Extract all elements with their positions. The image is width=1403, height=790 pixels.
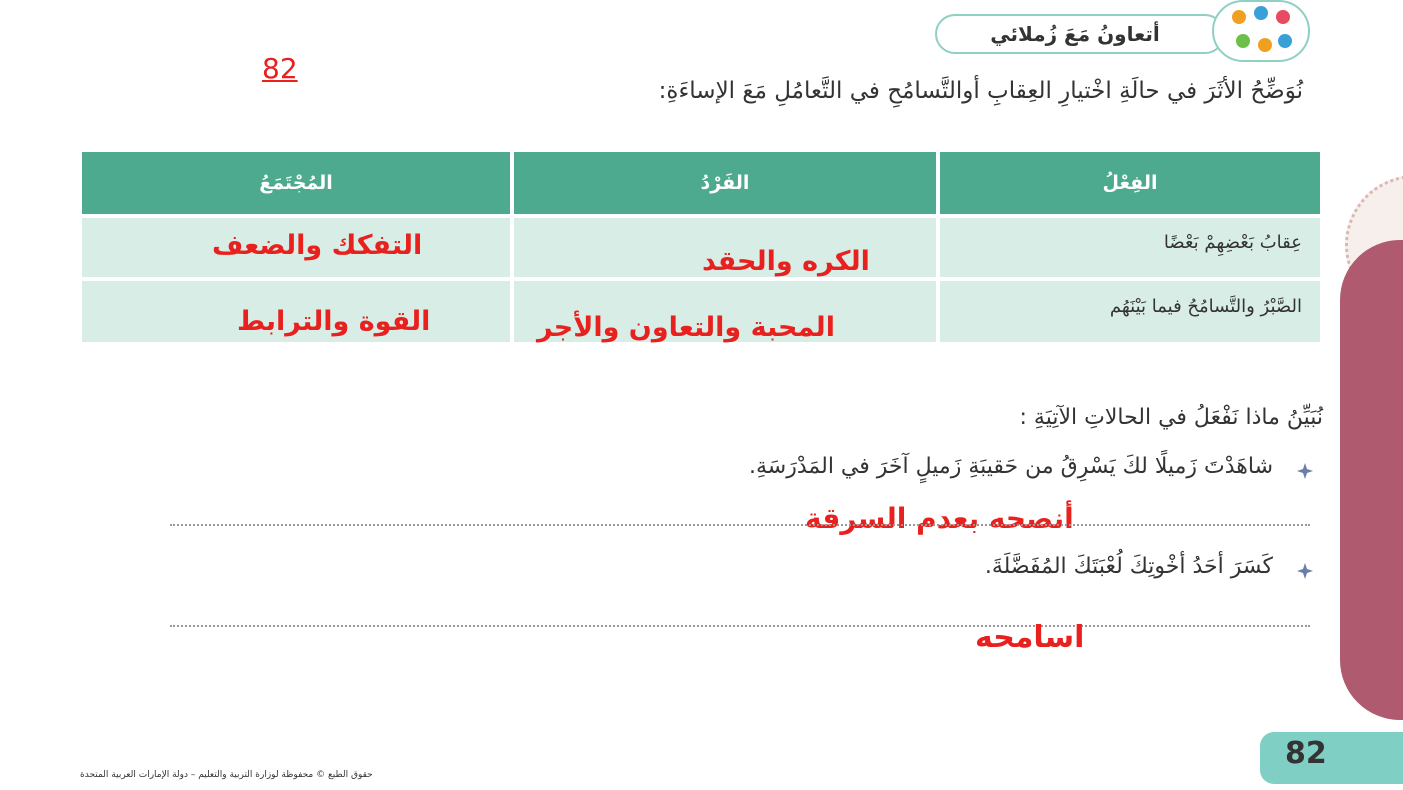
row2-individual-answer: المحبة والتعاون والأجر — [537, 312, 835, 343]
copyright-text: حقوق الطبع © محفوظة لوزارة التربية والتعليم – دولة الإمارات العربية المتحدة — [80, 770, 373, 780]
lesson-title: أتعاونُ مَعَ زُملائي — [990, 22, 1160, 46]
answer-2: اسامحه — [975, 620, 1085, 655]
header-society: المُجْتَمَعُ — [259, 172, 333, 194]
page-number-link[interactable]: 82 — [262, 52, 298, 85]
effects-table — [82, 152, 1320, 342]
header-individual: الفَرْدُ — [700, 172, 750, 194]
row1-action: عِقابُ بَعْضِهِمْ بَعْضًا — [1163, 232, 1302, 253]
answer-line — [170, 524, 1310, 526]
questions-heading: نُبَيِّنُ ماذا نَفْعَلُ في الحالاتِ الآتِيَةِ : — [1019, 405, 1323, 430]
question-1: شاهَدْتَ زَميلًا لكَ يَسْرِقُ من حَقيبَةِ زَميلٍ آخَرَ في المَدْرَسَةِ. — [749, 454, 1273, 479]
row1-society-answer: التفكك والضعف — [212, 230, 423, 261]
question-2: كَسَرَ أحَدُ أخْوتِكَ لُعْبَتَكَ المُفَضَّلَةَ. — [984, 554, 1273, 579]
answer-line — [170, 625, 1310, 627]
row2-action: الصَّبْرُ والتَّسامُحُ فيما بَيْنَهُم — [1109, 296, 1302, 317]
bullet-star-icon — [1296, 462, 1314, 480]
row1-individual-answer: الكره والحقد — [702, 246, 870, 277]
page-number-tab — [1260, 732, 1403, 784]
side-decoration — [1340, 240, 1403, 720]
header-action: الفِعْلُ — [1102, 172, 1158, 194]
page-number: 82 — [1285, 736, 1327, 771]
answer-1: أنصحه بعدم السرقة — [805, 502, 1074, 535]
bullet-star-icon — [1296, 562, 1314, 580]
collaboration-logo-icon — [1212, 0, 1310, 62]
instruction-text: نُوَضِّحُ الأثَرَ في حالَةِ اخْتيارِ العِقابِ أوالتَّسامُحِ في التَّعامُلِ مَعَ الإساءَةِ: — [658, 78, 1303, 104]
row2-society-answer: القوة والترابط — [237, 306, 431, 337]
